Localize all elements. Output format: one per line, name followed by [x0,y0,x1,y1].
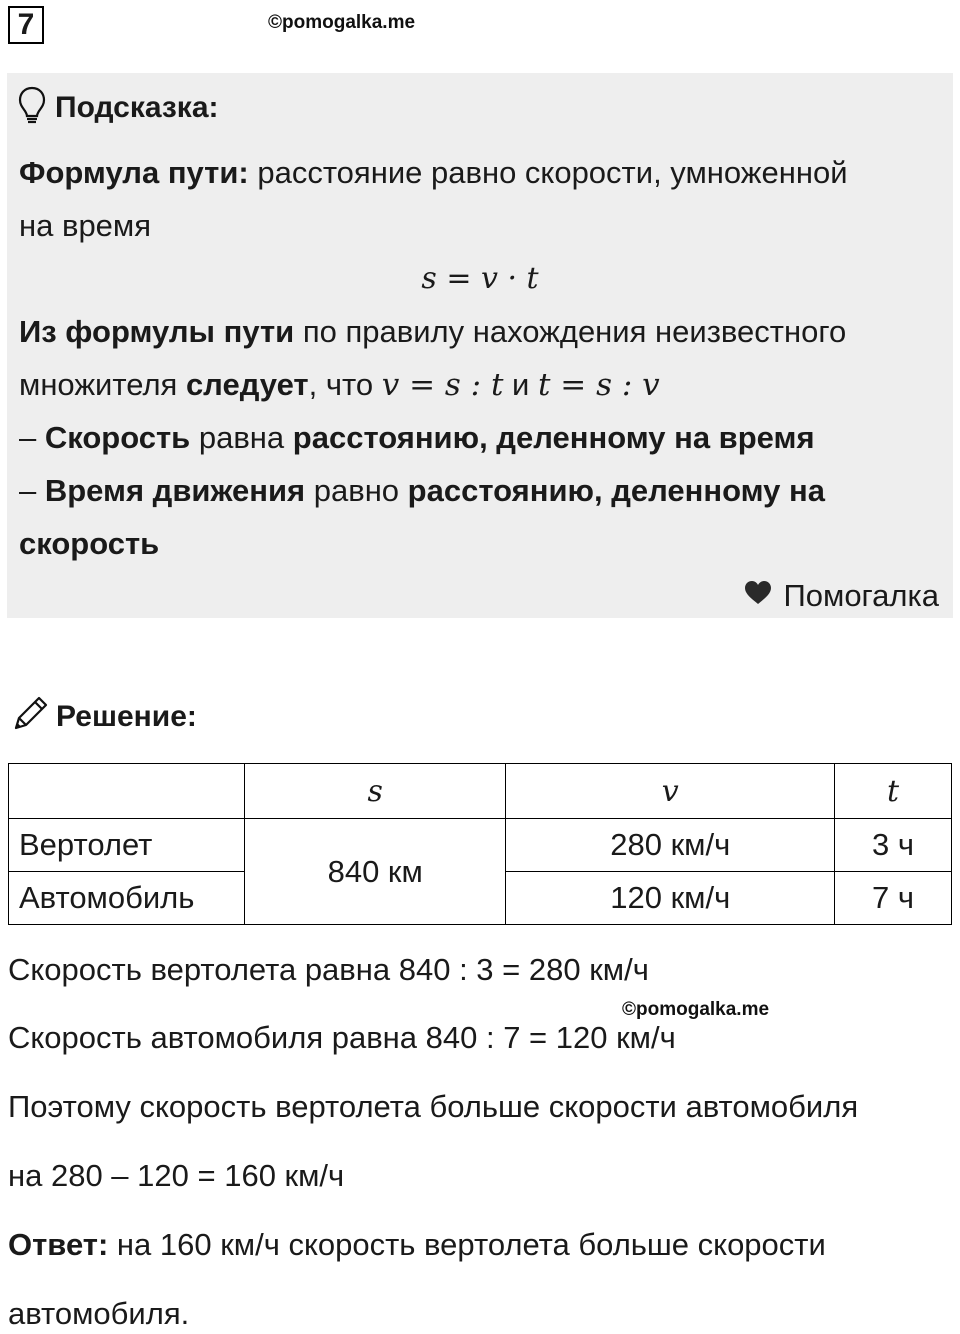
answer-continuation: автомобиля. [8,1296,190,1331]
table-header-speed: v [506,764,835,819]
shared-distance-cell: 840 км [245,819,506,925]
pencil-icon [10,694,50,739]
lightbulb-icon [17,85,47,130]
hint-title: Подсказка: [55,90,219,124]
table-header-row [9,764,952,819]
row-name: Автомобиль [9,872,245,925]
hint-line-2: на время [19,208,152,243]
watermark: ©pomogalka.me [268,12,416,33]
hint-line-8: скорость [19,526,160,561]
hint-header [17,85,219,130]
task-number: 7 [8,6,44,44]
signature-text: Помогалка [783,578,939,613]
hint-line-1: Формула пути: расстояние равно скорости, умноженной [19,155,848,190]
table-header-time: t [835,764,952,819]
hint-line-5: множителя следует, что v = s : t и t = s : v [19,367,660,403]
distance-formula: s = v · t [421,261,539,296]
signature [743,578,939,614]
answer-label: Ответ: [8,1227,109,1262]
hint-line-4: Из формулы пути по правилу нахождения неизвестного [19,314,847,349]
row-speed: 280 км/ч [506,819,835,872]
hint-panel [7,73,953,618]
solution-header [10,694,197,739]
solution-line-1: Скорость вертолета равна 840 : 3 = 280 км/ч [8,952,649,987]
answer-text: на 160 км/ч скорость вертолета больше скорости [108,1227,826,1262]
solution-line-4: на 280 – 120 = 160 км/ч [8,1158,345,1193]
table-row [9,819,952,872]
watermark: ©pomogalka.me [622,999,770,1020]
solution-line-3: Поэтому скорость вертолета больше скорости автомобиля [8,1089,859,1124]
answer-line [8,1225,826,1265]
solution-line-2: Скорость автомобиля равна 840 : 7 = 120 км/ч [8,1020,676,1055]
row-time: 3 ч [835,819,952,872]
row-name: Вертолет [9,819,245,872]
hint-line-7: – Время движения равно расстоянию, деленному на [19,473,825,508]
table-header-empty [9,764,245,819]
table-header-distance: s [245,764,506,819]
data-table [8,763,952,925]
heart-icon [743,578,783,614]
hint-line-6: – Скорость равна расстоянию, деленному на время [19,420,815,455]
solution-title: Решение: [56,699,197,733]
row-time: 7 ч [835,872,952,925]
row-speed: 120 км/ч [506,872,835,925]
